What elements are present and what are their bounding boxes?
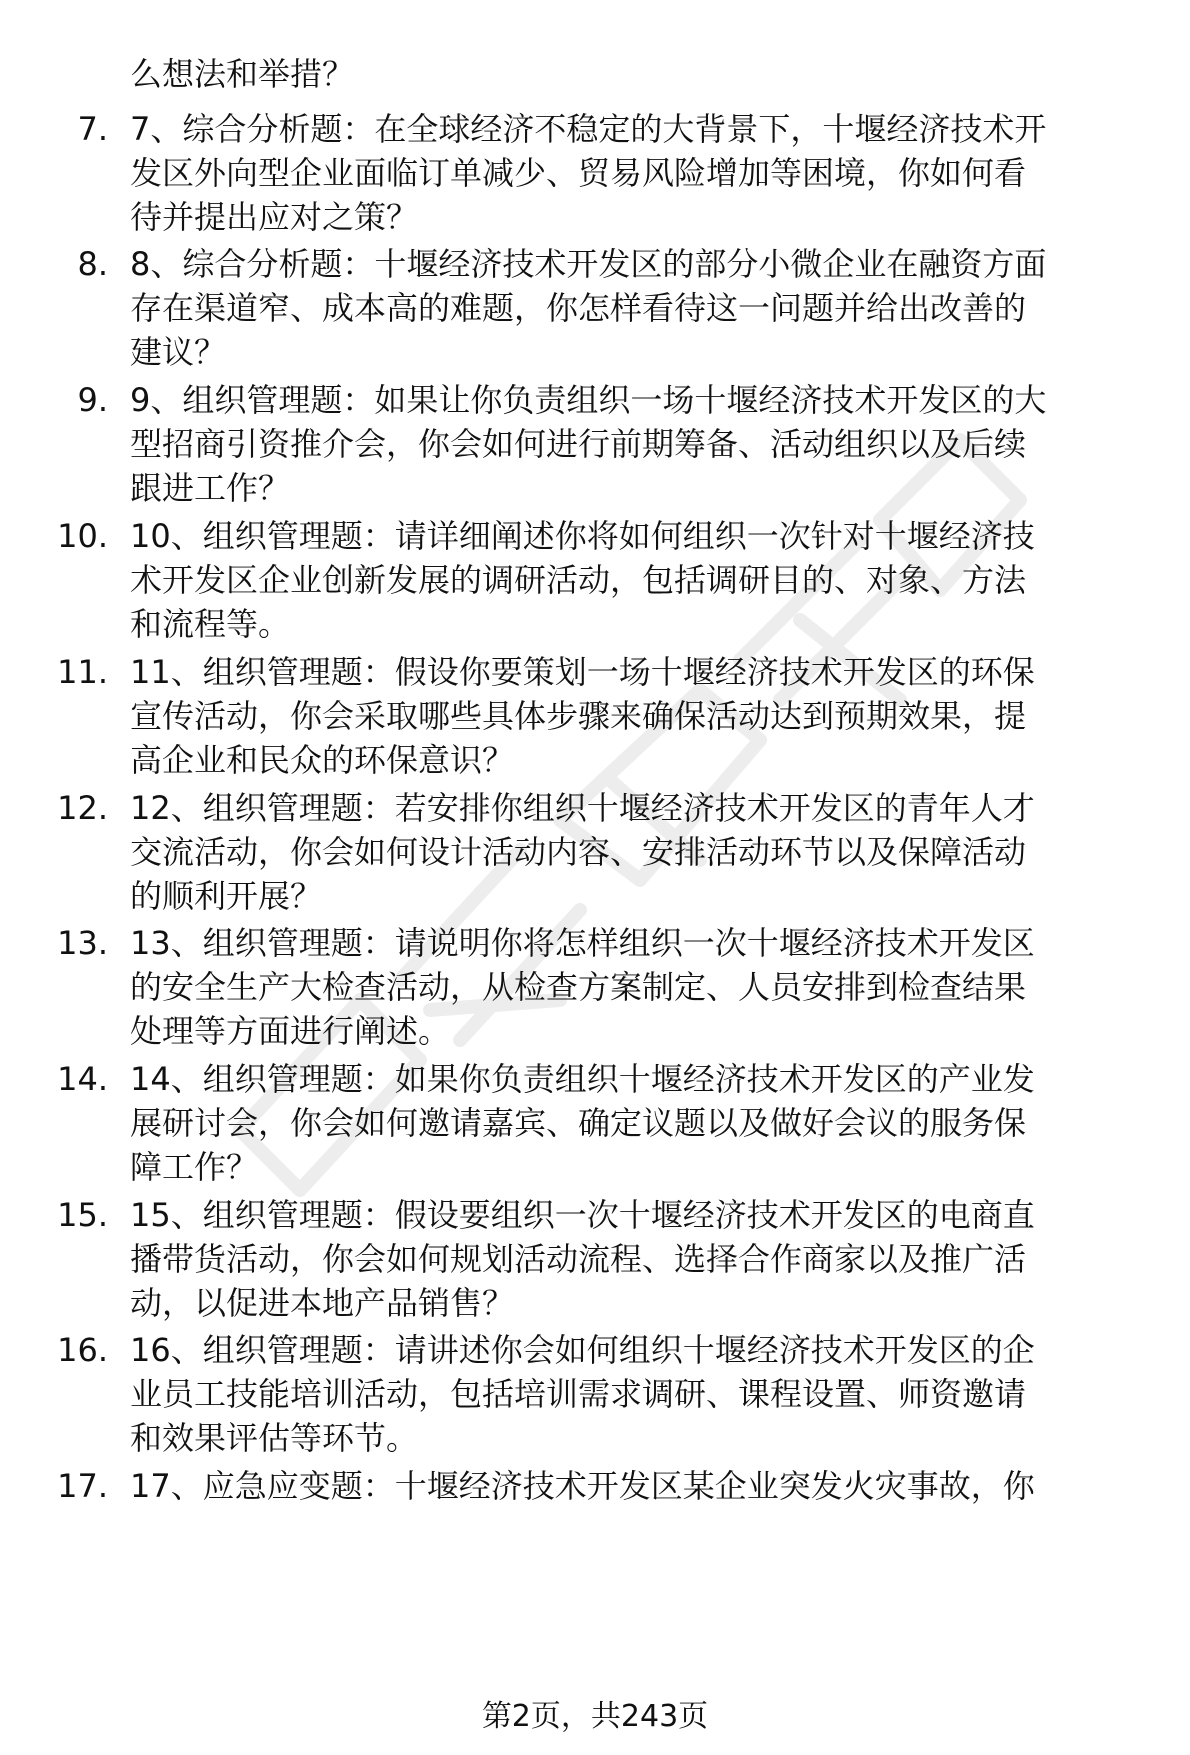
question-text	[130, 921, 1170, 1053]
question-line: 7、综合分析题：在全球经济不稳定的大背景下，十堰经济技术开	[130, 110, 1047, 148]
question-line: 10、组织管理题：请详细阐述你将如何组织一次针对十堰经济技	[130, 517, 1035, 555]
question-line: 11、组织管理题：假设你要策划一场十堰经济技术开发区的环保	[130, 653, 1035, 691]
question-line: 17、应急应变题：十堰经济技术开发区某企业突发火灾事故，你	[130, 1467, 1035, 1505]
question-text	[130, 1193, 1170, 1325]
question-number: 14.	[57, 1060, 108, 1098]
question-line: 存在渠道窄、成本高的难题，你怎样看待这一问题并给出改善的	[130, 289, 1027, 327]
question-line: 9、组织管理题：如果让你负责组织一场十堰经济技术开发区的大	[130, 381, 1047, 419]
question-number: 10.	[57, 517, 108, 555]
question-line: 12、组织管理题：若安排你组织十堰经济技术开发区的青年人才	[130, 789, 1035, 827]
question-line: 障工作？	[130, 1148, 259, 1186]
question-line: 型招商引资推介会，你会如何进行前期筹备、活动组织以及后续	[130, 425, 1027, 463]
question-text	[130, 242, 1170, 374]
question-line: 交流活动，你会如何设计活动内容、安排活动环节以及保障活动	[130, 833, 1027, 871]
question-line: 13、组织管理题：请说明你将怎样组织一次十堰经济技术开发区	[130, 924, 1035, 962]
question-line: 业员工技能培训活动，包括培训需求调研、课程设置、师资邀请	[130, 1375, 1027, 1413]
question-number: 15.	[57, 1196, 108, 1234]
question-text	[130, 650, 1170, 782]
question-line: 和流程等。	[130, 605, 291, 643]
question-text	[130, 1328, 1170, 1460]
question-text	[130, 786, 1170, 918]
question-line: 和效果评估等环节。	[130, 1419, 419, 1457]
question-line: 高企业和民众的环保意识？	[130, 741, 515, 779]
question-number: 11.	[57, 653, 108, 691]
question-number: 16.	[57, 1331, 108, 1369]
question-line: 展研讨会，你会如何邀请嘉宾、确定议题以及做好会议的服务保	[130, 1104, 1027, 1142]
question-line: 14、组织管理题：如果你负责组织十堰经济技术开发区的产业发	[130, 1060, 1035, 1098]
question-text	[130, 514, 1170, 646]
question-number: 7.	[77, 110, 108, 148]
question-line: 播带货活动，你会如何规划活动流程、选择合作商家以及推广活	[130, 1240, 1027, 1278]
question-number: 13.	[57, 924, 108, 962]
question-line: 的安全生产大检查活动，从检查方案制定、人员安排到检查结果	[130, 968, 1027, 1006]
question-line: 的顺利开展？	[130, 877, 323, 915]
question-number: 8.	[77, 245, 108, 283]
question-line: 术开发区企业创新发展的调研活动，包括调研目的、对象、方法	[130, 561, 1027, 599]
page-footer: 第2页，共243页	[481, 1699, 709, 1734]
question-line: 宣传活动，你会采取哪些具体步骤来确保活动达到预期效果，提	[130, 697, 1027, 735]
question-line: 跟进工作？	[130, 469, 291, 507]
continued-question-text: 么想法和举措？	[130, 55, 355, 93]
question-line: 动，以促进本地产品销售？	[130, 1284, 515, 1322]
question-line: 15、组织管理题：假设要组织一次十堰经济技术开发区的电商直	[130, 1196, 1035, 1234]
question-line: 处理等方面进行阐述。	[130, 1012, 451, 1050]
question-number: 12.	[57, 789, 108, 827]
question-text	[130, 1464, 1170, 1508]
question-line: 待并提出应对之策？	[130, 198, 419, 236]
question-text	[130, 378, 1170, 510]
question-line: 16、组织管理题：请讲述你会如何组织十堰经济技术开发区的企	[130, 1331, 1035, 1369]
question-text	[130, 1057, 1170, 1189]
question-text	[130, 107, 1170, 239]
question-line: 8、综合分析题：十堰经济技术开发区的部分小微企业在融资方面	[130, 245, 1047, 283]
question-line: 建议？	[130, 333, 227, 371]
question-line: 发区外向型企业面临订单减少、贸易风险增加等困境，你如何看	[130, 154, 1027, 192]
question-number: 9.	[77, 381, 108, 419]
question-number: 17.	[57, 1467, 108, 1505]
